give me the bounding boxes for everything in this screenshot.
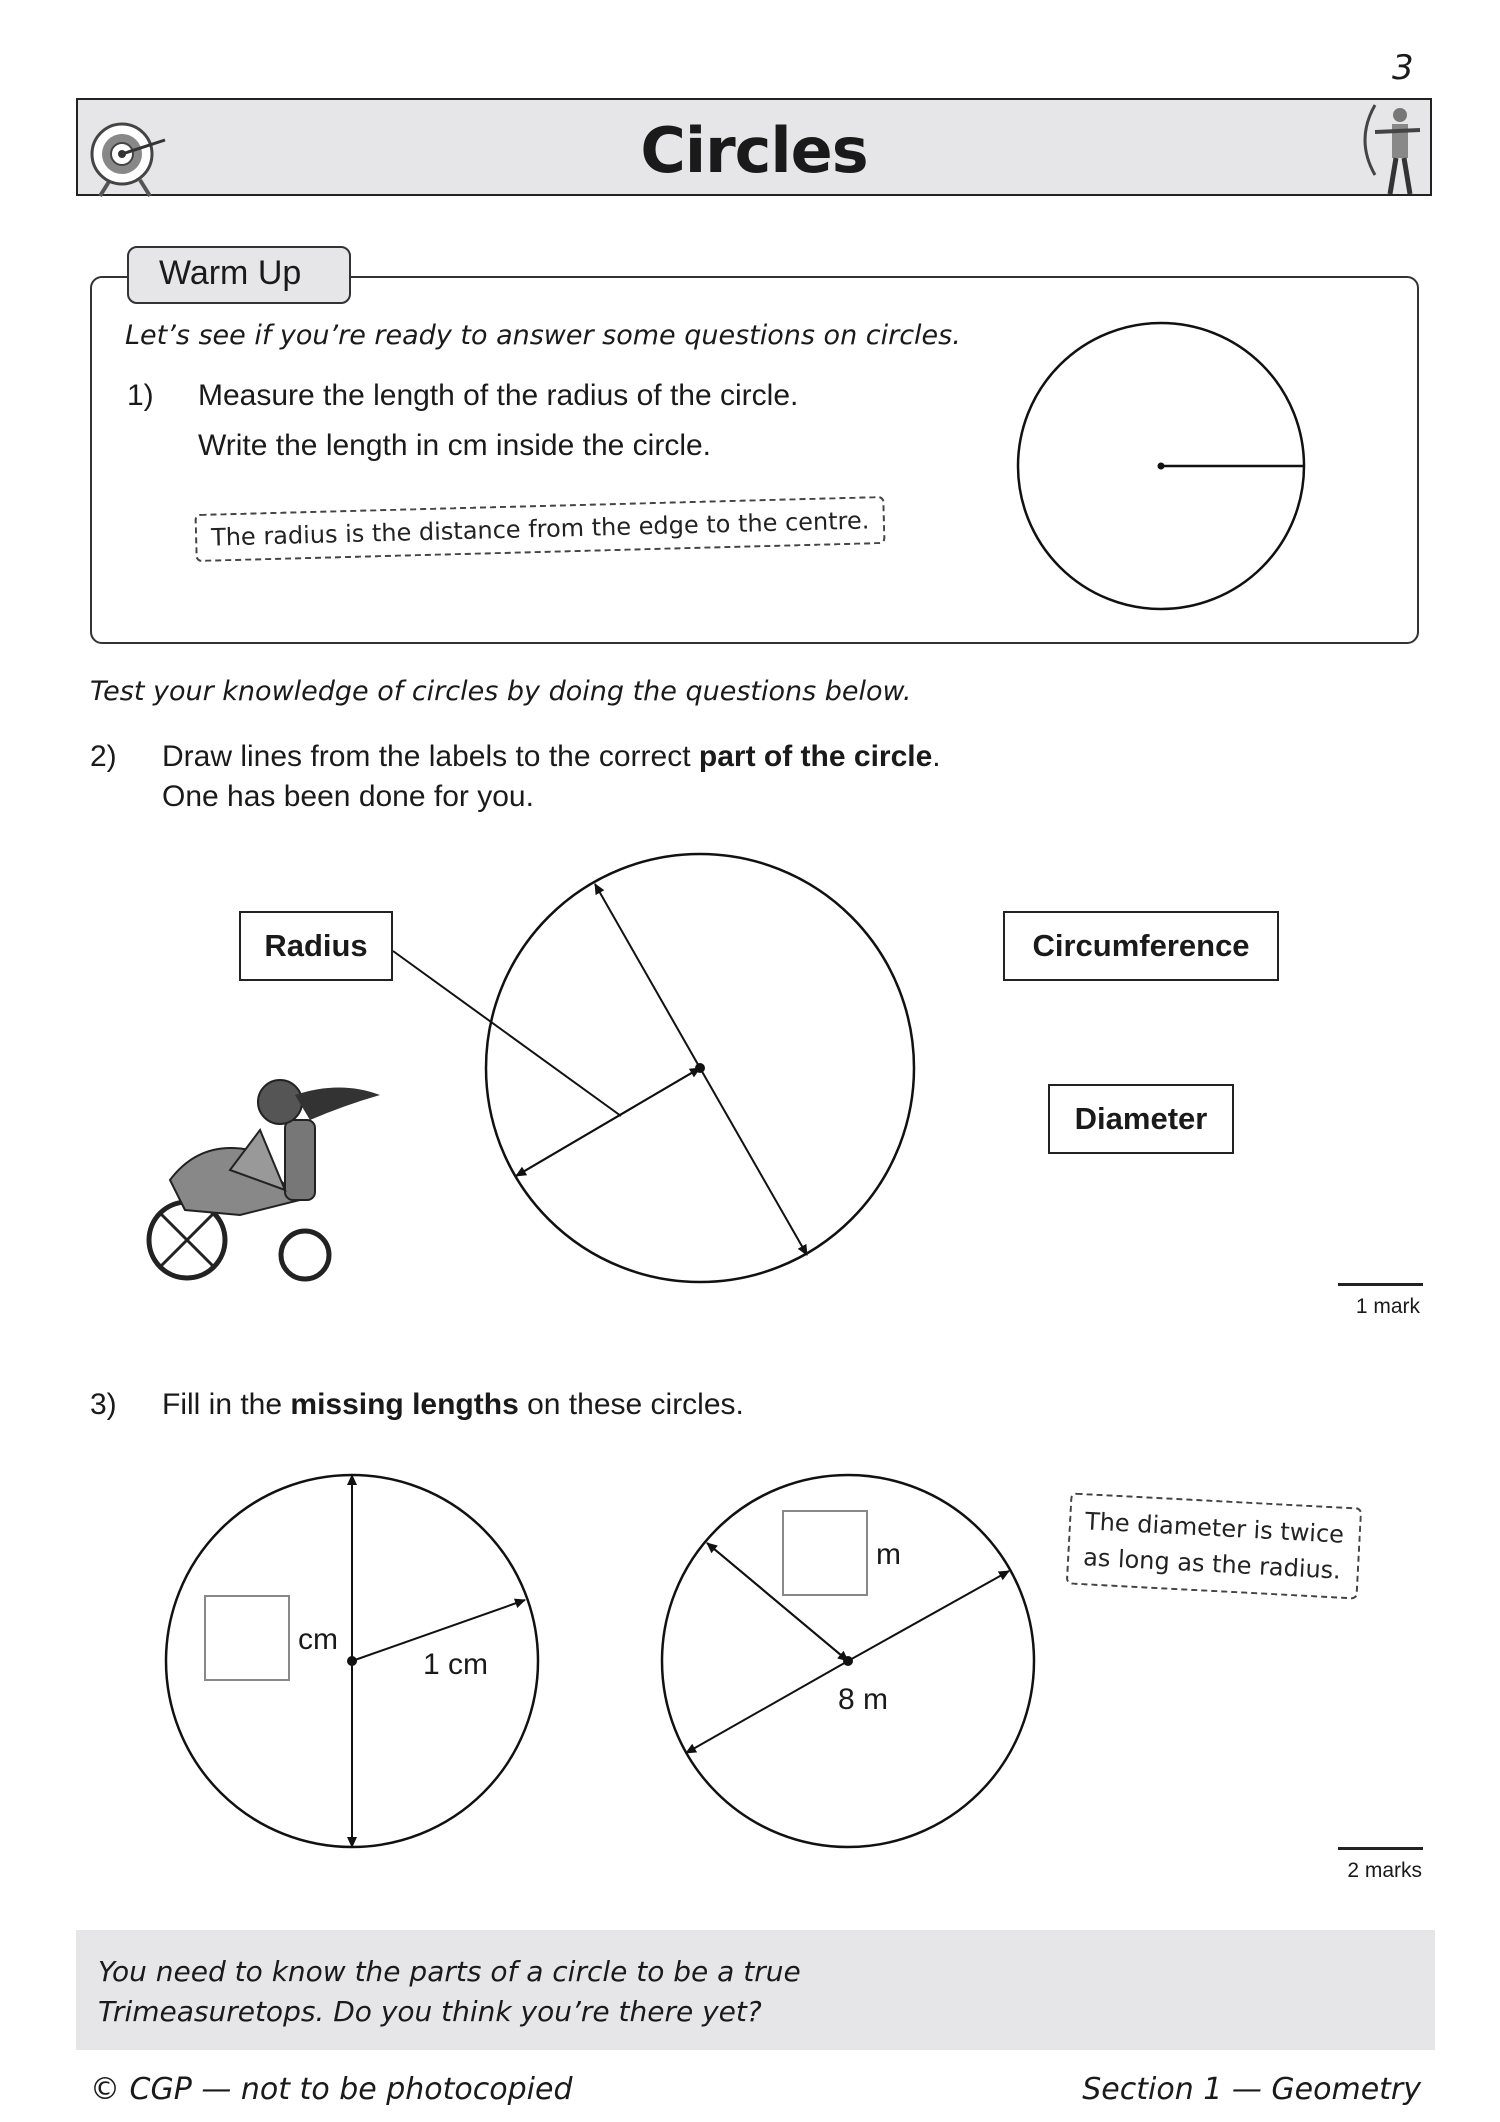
q3-text-start: Fill in the xyxy=(162,1388,291,1421)
mark-line-q3 xyxy=(1338,1847,1423,1850)
q1-number: 1) xyxy=(127,379,154,412)
q2-text: Draw lines from the labels to the correct xyxy=(162,740,699,773)
answer-box-a xyxy=(205,1596,289,1680)
q2-number: 2) xyxy=(90,740,117,773)
page-title: Circles xyxy=(640,114,868,187)
circle-b-given: 8 m xyxy=(838,1683,889,1716)
warm-up-circle xyxy=(1018,323,1304,609)
q2-bold-text: part of the circle xyxy=(698,740,933,773)
reflection-line2: Trimeasuretops. Do you think you’re there yet? xyxy=(98,1995,762,2028)
q2-marks: 1 mark xyxy=(1355,1295,1420,1318)
label-circumference[interactable]: Circumference xyxy=(1003,911,1279,981)
label-diameter[interactable]: Diameter xyxy=(1048,1084,1234,1154)
q3-marks: 2 marks xyxy=(1347,1859,1422,1882)
wheelchair-girl-illustration xyxy=(149,1080,380,1279)
q3-number: 3) xyxy=(90,1388,117,1421)
q2-line2: One has been done for you. xyxy=(162,780,534,813)
archer-icon xyxy=(1365,105,1420,194)
diameter-hint: The diameter is twice as long as the radius. xyxy=(1066,1492,1362,1599)
warm-up-tab: Warm Up xyxy=(127,246,351,304)
circle-a-unit: cm xyxy=(298,1623,338,1656)
reflection-line1: You need to know the parts of a circle to be a true xyxy=(98,1955,801,1988)
label-radius[interactable]: Radius xyxy=(239,911,393,981)
q2-circle xyxy=(393,854,914,1282)
q2-text-end: . xyxy=(932,740,941,773)
mark-line-q2 xyxy=(1338,1283,1423,1286)
q3-text xyxy=(162,1388,744,1422)
q3-text-end: on these circles. xyxy=(518,1388,744,1421)
footer-section: Section 1 — Geometry xyxy=(1082,2072,1421,2107)
q1-line2: Write the length in cm inside the circle. xyxy=(198,429,712,462)
warm-up-intro: Let’s see if you’re ready to answer some questions on circles. xyxy=(125,320,961,351)
radius-hint: The radius is the distance from the edge to the centre. xyxy=(194,496,885,562)
page-number: 3 xyxy=(1392,48,1414,88)
circle-b-unit: m xyxy=(876,1538,901,1571)
footer-copyright: © CGP — not to be photocopied xyxy=(90,2072,573,2107)
reflection-band xyxy=(76,1930,1435,2050)
q1-line1: Measure the length of the radius of the circle. xyxy=(198,379,799,412)
answer-box-b xyxy=(783,1511,867,1595)
circle-a-given: 1 cm xyxy=(423,1648,489,1681)
q3-circle-b xyxy=(662,1475,1034,1847)
target-icon xyxy=(92,124,165,196)
q3-bold-text: missing lengths xyxy=(290,1388,519,1421)
test-intro: Test your knowledge of circles by doing the questions below. xyxy=(90,676,912,707)
